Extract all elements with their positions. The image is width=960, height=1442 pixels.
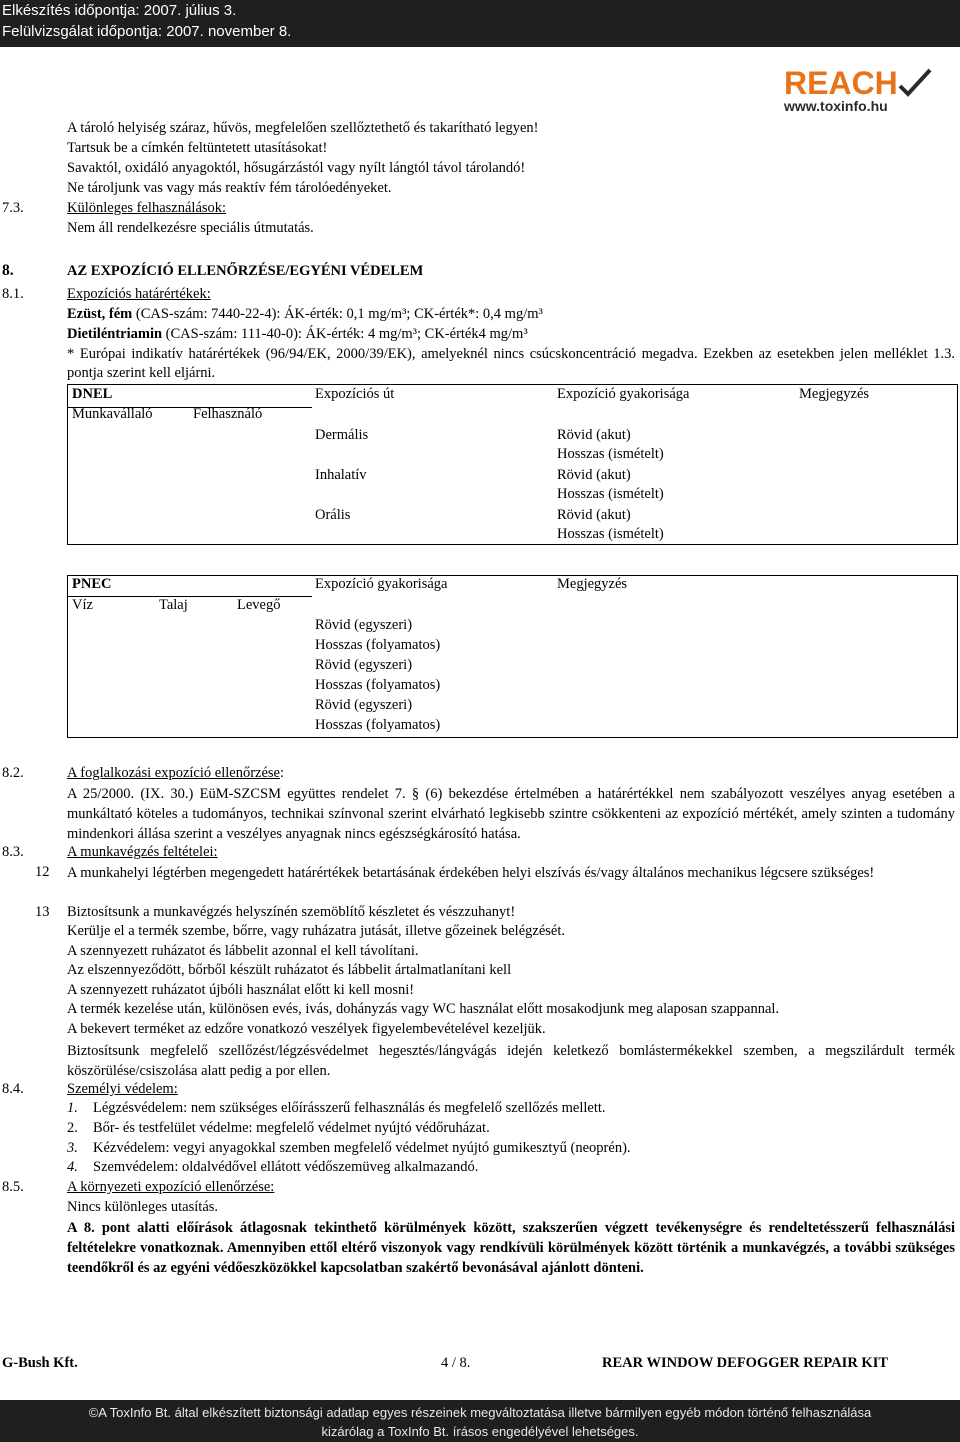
dnel-route-dermal: Dermális bbox=[315, 427, 369, 443]
s81-number: 8.1. bbox=[2, 286, 24, 302]
diet-name: Dietiléntriamin bbox=[67, 326, 163, 342]
s84-number: 8.4. bbox=[2, 1081, 24, 1097]
dnel-route-inhalation: Inhalatív bbox=[315, 467, 367, 483]
limits-note: * Európai indikatív határértékek (96/94/EK, 2000/39/EK), amelyeknél nincs csúcskoncentráció megadva. Ezekben az esetekben jelen melléklet 1.3. pontja szerint kell eljárni. bbox=[67, 346, 955, 381]
pnec-freq: Rövid (egyszeri) bbox=[315, 617, 413, 633]
s84-item-text: Légzésvédelem: nem szükséges előírásszerű felhasználás és megfelelő szellőzés mellett. bbox=[93, 1100, 606, 1116]
pnec-freq: Rövid (egyszeri) bbox=[315, 697, 413, 713]
s82-heading: A foglalkozási expozíció ellenőrzése: bbox=[67, 765, 285, 781]
s85-number: 8.5. bbox=[2, 1179, 24, 1195]
s82-title: A foglalkozási expozíció ellenőrzése bbox=[67, 765, 280, 781]
s83-last: Biztosítsunk megfelelő szellőzést/légzésvédelmet hegesztés/lángvágás idején keletkező bomlástermékekkel szemben, a megszilárdult termék köszörülése/csiszolása alatt pedig a por ellen. bbox=[67, 1043, 955, 1079]
pnec-sub-water: Víz bbox=[72, 597, 93, 613]
dnel-freq: Hosszas (ismételt) bbox=[557, 486, 664, 502]
dnel-sub-user: Felhasználó bbox=[193, 406, 263, 422]
s83-title: A munkavégzés feltételei: bbox=[67, 844, 218, 860]
s84-item-number: 1. bbox=[67, 1100, 78, 1116]
s73-title: Különleges felhasználások: bbox=[67, 200, 227, 216]
pnec-freq: Hosszas (folyamatos) bbox=[315, 717, 441, 733]
s84-item-text: Szemvédelem: oldalvédővel ellátott védőszemüveg alkalmazandó. bbox=[93, 1159, 479, 1175]
footer-page-number: 4 / 8. bbox=[441, 1355, 471, 1371]
s83-number: 8.3. bbox=[2, 844, 24, 860]
s84-item-text: Kézvédelem: vegyi anyagokkal szemben megfelelő védelmet nyújtó gumikesztyű (neoprén). bbox=[93, 1140, 631, 1156]
s82-number: 8.2. bbox=[2, 765, 24, 781]
created-date: Elkészítés időpontja: 2007. július 3. bbox=[2, 2, 237, 19]
s82-text: A 25/2000. (IX. 30.) EüM-SZCSM együttes rendelet 7. § (6) bekezdése értelmében a határértékkel nem szabályozott veszélyes anyag esetében a munkáltató köteles a tudományos, technikai színvonal szerint elvárható legkisebb szintre csökkenteni az expozíció mértékét, amely szinten a tudomány mindenkori állása szerint a veszélyes anyagnak nincs egészségkárosító hatása. bbox=[67, 786, 955, 842]
s85-title: A környezeti expozíció ellenőrzése: bbox=[67, 1179, 275, 1195]
s83-line: A termék kezelése után, különösen evés, ivás, dohányzás vagy WC használat előtt mosakodjunk meg alaposan szappannal. bbox=[67, 1001, 780, 1017]
section8-number: 8. bbox=[2, 262, 14, 279]
s85-bold-note: A 8. pont alatti előírások átlagosnak tekinthető körülmények között, szakszerűen végzett tevékenységre és rendeltetésszerű felhasználási feltételekre vonatkoznak. Amennyiben ettől eltérő viszonyok vagy rendkívüli körülmények között történik a munkavégzés, a további szükséges teendőkről és az egyéni védőeszközökkel kapcsolatban szakértő bevonásával ajánlott dönteni. bbox=[67, 1220, 955, 1276]
dnel-title: DNEL bbox=[72, 386, 113, 402]
storage-line-3: Savaktól, oxidáló anyagoktól, hősugárzástól vagy nyílt lángtól távol tárolandó! bbox=[67, 160, 526, 176]
storage-line-4: Ne tároljunk vas vagy más reaktív fém tárolóedényeket. bbox=[67, 180, 392, 196]
dnel-col-note: Megjegyzés bbox=[799, 386, 870, 402]
s83-line: A bekevert terméket az edzőre vonatkozó veszélyek figyelembevételével kezeljük. bbox=[67, 1021, 546, 1037]
section8-title: AZ EXPOZÍCIÓ ELLENŐRZÉSE/EGYÉNI VÉDELEM bbox=[67, 263, 424, 279]
footer-company: G-Bush Kft. bbox=[2, 1355, 78, 1371]
pnec-freq: Rövid (egyszeri) bbox=[315, 657, 413, 673]
s83-line: Kerülje el a termék szembe, bőrre, vagy ruházatra jutását, illetve gőzeinek belégzését. bbox=[67, 923, 565, 939]
dnel-freq: Rövid (akut) bbox=[557, 507, 631, 523]
s83-item13-text: Biztosítsunk a munkavégzés helyszínén szemöblítő készletet és vészzuhanyt! bbox=[67, 904, 516, 920]
silver-limits bbox=[67, 306, 543, 323]
dnel-route-oral: Orális bbox=[315, 507, 351, 523]
s83-line: A szennyezett ruházatot és lábbelit azonnal el kell távolítani. bbox=[67, 943, 419, 959]
copyright-line-1: ©A ToxInfo Bt. által elkészített biztonsági adatlap egyes részeinek megváltoztatása illetve bármilyen egyéb módon történő felhasználása bbox=[88, 1405, 872, 1420]
s83-item12-text: A munkahelyi légtérben megengedett határértékek betartásának érdekében helyi elszívás és/vagy általános mechanikus légcsere szükséges! bbox=[67, 865, 875, 881]
diet-values: (CAS-szám: 111-40-0): ÁK-érték: 4 mg/m³; CK-érték4 mg/m³ bbox=[162, 326, 528, 342]
footer-product: REAR WINDOW DEFOGGER REPAIR KIT bbox=[602, 1355, 889, 1371]
document-header bbox=[0, 0, 960, 47]
dnel-sub-worker: Munkavállaló bbox=[72, 406, 153, 422]
copyright-line-2: kizárólag a ToxInfo Bt. írásos engedélyével lehetséges. bbox=[321, 1424, 639, 1439]
s84-title: Személyi védelem: bbox=[67, 1081, 178, 1097]
dnel-col-route: Expozíciós út bbox=[315, 386, 395, 402]
pnec-col-note: Megjegyzés bbox=[557, 576, 628, 592]
s83-line: Az elszennyeződött, bőrből készült ruházatot és lábbelit ártalmatlanítani kell bbox=[67, 962, 512, 978]
reach-logo bbox=[780, 64, 955, 114]
s83-line: A szennyezett ruházatot újbóli használat előtt ki kell mosni! bbox=[67, 982, 415, 998]
s84-item-number: 4. bbox=[67, 1159, 78, 1175]
logo-url: www.toxinfo.hu bbox=[784, 98, 888, 114]
s85-text: Nincs különleges utasítás. bbox=[67, 1199, 219, 1215]
s83-item12-number: 12 bbox=[35, 864, 50, 880]
dnel-freq: Hosszas (ismételt) bbox=[557, 446, 664, 462]
dnel-table bbox=[67, 384, 958, 545]
pnec-sub-soil: Talaj bbox=[159, 597, 188, 613]
copyright-bar bbox=[0, 1400, 960, 1442]
storage-line-2: Tartsuk be a címkén feltüntetett utasításokat! bbox=[67, 140, 328, 156]
logo-brand: REACH bbox=[784, 65, 898, 101]
pnec-freq: Hosszas (folyamatos) bbox=[315, 677, 441, 693]
s84-item-number: 2. bbox=[67, 1120, 78, 1136]
silver-name: Ezüst, fém bbox=[67, 306, 133, 322]
s84-item-number: 3. bbox=[67, 1140, 78, 1156]
pnec-table bbox=[67, 575, 958, 738]
s83-item13-number: 13 bbox=[35, 904, 50, 920]
silver-values: (CAS-szám: 7440-22-4): ÁK-érték: 0,1 mg/m³; CK-érték*: 0,4 mg/m³ bbox=[132, 306, 543, 322]
dnel-col-frequency: Expozíció gyakorisága bbox=[557, 386, 690, 402]
logo-check-icon bbox=[900, 70, 930, 94]
revised-date: Felülvizsgálat időpontja: 2007. november 8. bbox=[2, 23, 292, 40]
s84-item-text: Bőr- és testfelület védelme: megfelelő védelmet nyújtó védőruházat. bbox=[93, 1120, 490, 1136]
storage-line-1: A tároló helyiség száraz, hűvös, megfelelően szellőztethető és takarítható legyen! bbox=[67, 120, 539, 136]
s81-title: Expozíciós határértékek: bbox=[67, 286, 211, 302]
dnel-freq: Hosszas (ismételt) bbox=[557, 526, 664, 542]
pnec-title: PNEC bbox=[72, 576, 112, 592]
pnec-col-frequency: Expozíció gyakorisága bbox=[315, 576, 448, 592]
s73-number: 7.3. bbox=[2, 200, 24, 216]
dnel-freq: Rövid (akut) bbox=[557, 467, 631, 483]
pnec-freq: Hosszas (folyamatos) bbox=[315, 637, 441, 653]
diet-limits bbox=[67, 326, 528, 343]
dnel-freq: Rövid (akut) bbox=[557, 427, 631, 443]
pnec-sub-air: Levegő bbox=[237, 597, 281, 613]
s73-text: Nem áll rendelkezésre speciális útmutatás. bbox=[67, 220, 314, 236]
